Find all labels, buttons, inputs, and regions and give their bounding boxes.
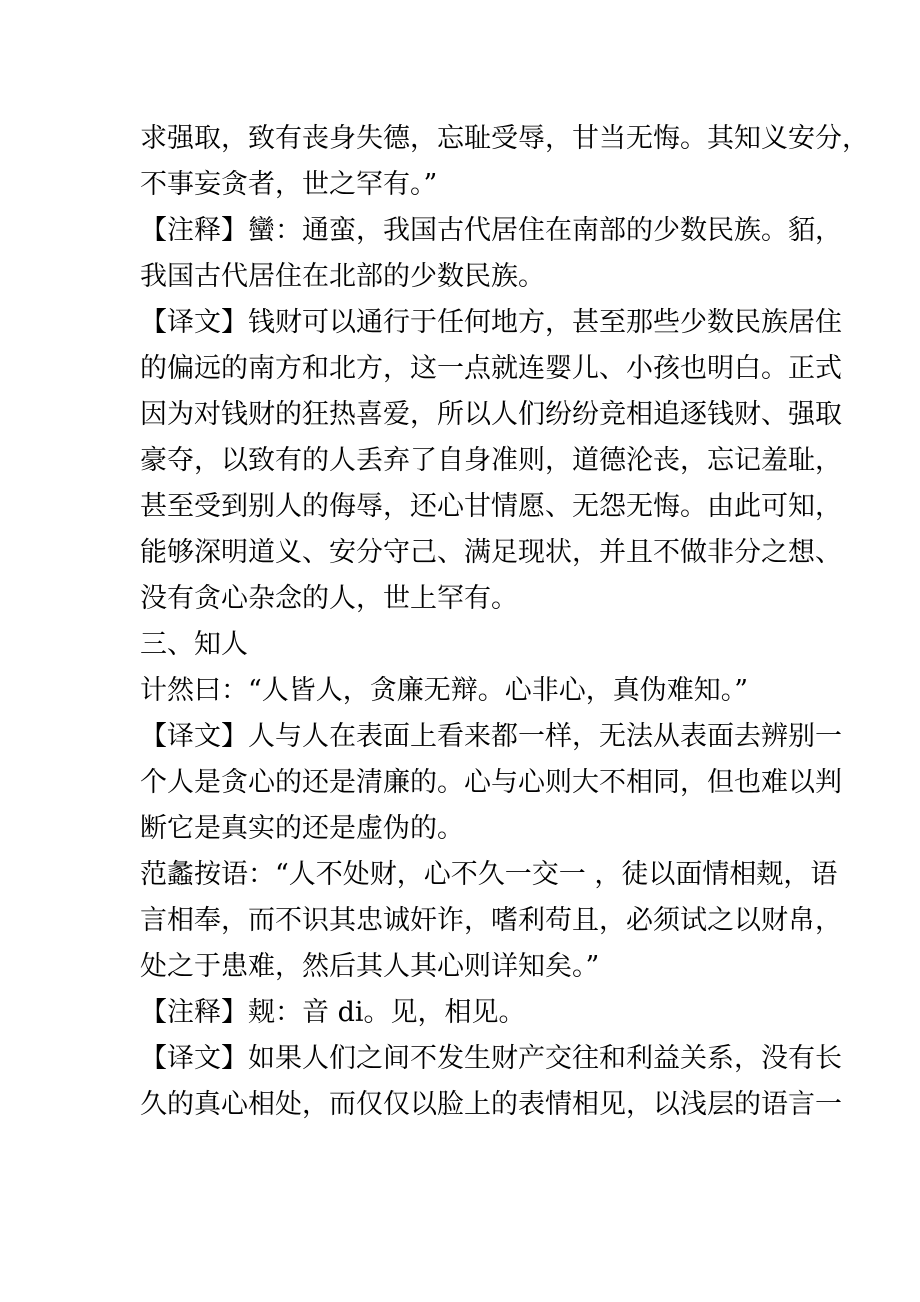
text-line: 断它是真实的还是虚伪的。 xyxy=(140,813,464,844)
text-line: 计然曰：“人皆人，贪廉无辩。心非心，真伪难知。” xyxy=(140,675,749,706)
text-line: 【注释】觌：音 di。见，相见。 xyxy=(140,997,526,1028)
text-line: 没有贪心杂念的人，世上罕有。 xyxy=(140,583,518,614)
text-line: 能够深明道义、安分守己、满足现状，并且不做非分之想、 xyxy=(140,537,842,568)
text-line: 个人是贪心的还是清廉的。心与心则大不相同，但也难以判 xyxy=(140,767,842,798)
text-line: 我国古代居住在北部的少数民族。 xyxy=(140,261,545,292)
text-line: 处之于患难，然后其人其心则详知矣。” xyxy=(140,951,600,982)
text-line: 【注释】蠻：通蛮，我国古代居住在南部的少数民族。貊， xyxy=(140,215,842,246)
text-line: 求强取，致有丧身失德，忘耻受辱，甘当无悔。其知义安分， xyxy=(140,123,869,154)
document-page xyxy=(140,116,869,1128)
text-line: 范蠡按语：“人不处财，心不久一交一 ，徒以面情相觌，语 xyxy=(140,859,838,890)
text-line: 因为对钱财的狂热喜爱，所以人们纷纷竞相追逐钱财、强取 xyxy=(140,399,842,430)
text-line: 久的真心相处，而仅仅以脸上的表情相见，以浅层的语言一 xyxy=(140,1089,842,1120)
text-line: 甚至受到别人的侮辱，还心甘情愿、无怨无悔。由此可知， xyxy=(140,491,842,522)
text-line: 豪夺，以致有的人丢弃了自身准则，道德沦丧，忘记羞耻， xyxy=(140,445,842,476)
section-heading: 三、知人 xyxy=(140,629,248,660)
text-line: 言相奉，而不识其忠诚奸诈，嗜利苟且，必须试之以财帛， xyxy=(140,905,842,936)
text-line: 不事妄贪者，世之罕有。” xyxy=(140,169,438,200)
text-line: 的偏远的南方和北方，这一点就连婴儿、小孩也明白。正式 xyxy=(140,353,842,384)
text-line: 【译文】钱财可以通行于任何地方，甚至那些少数民族居住 xyxy=(140,307,842,338)
text-line: 【译文】如果人们之间不发生财产交往和利益关系，没有长 xyxy=(140,1043,842,1074)
text-line: 【译文】人与人在表面上看来都一样，无法从表面去辨别一 xyxy=(140,721,842,752)
